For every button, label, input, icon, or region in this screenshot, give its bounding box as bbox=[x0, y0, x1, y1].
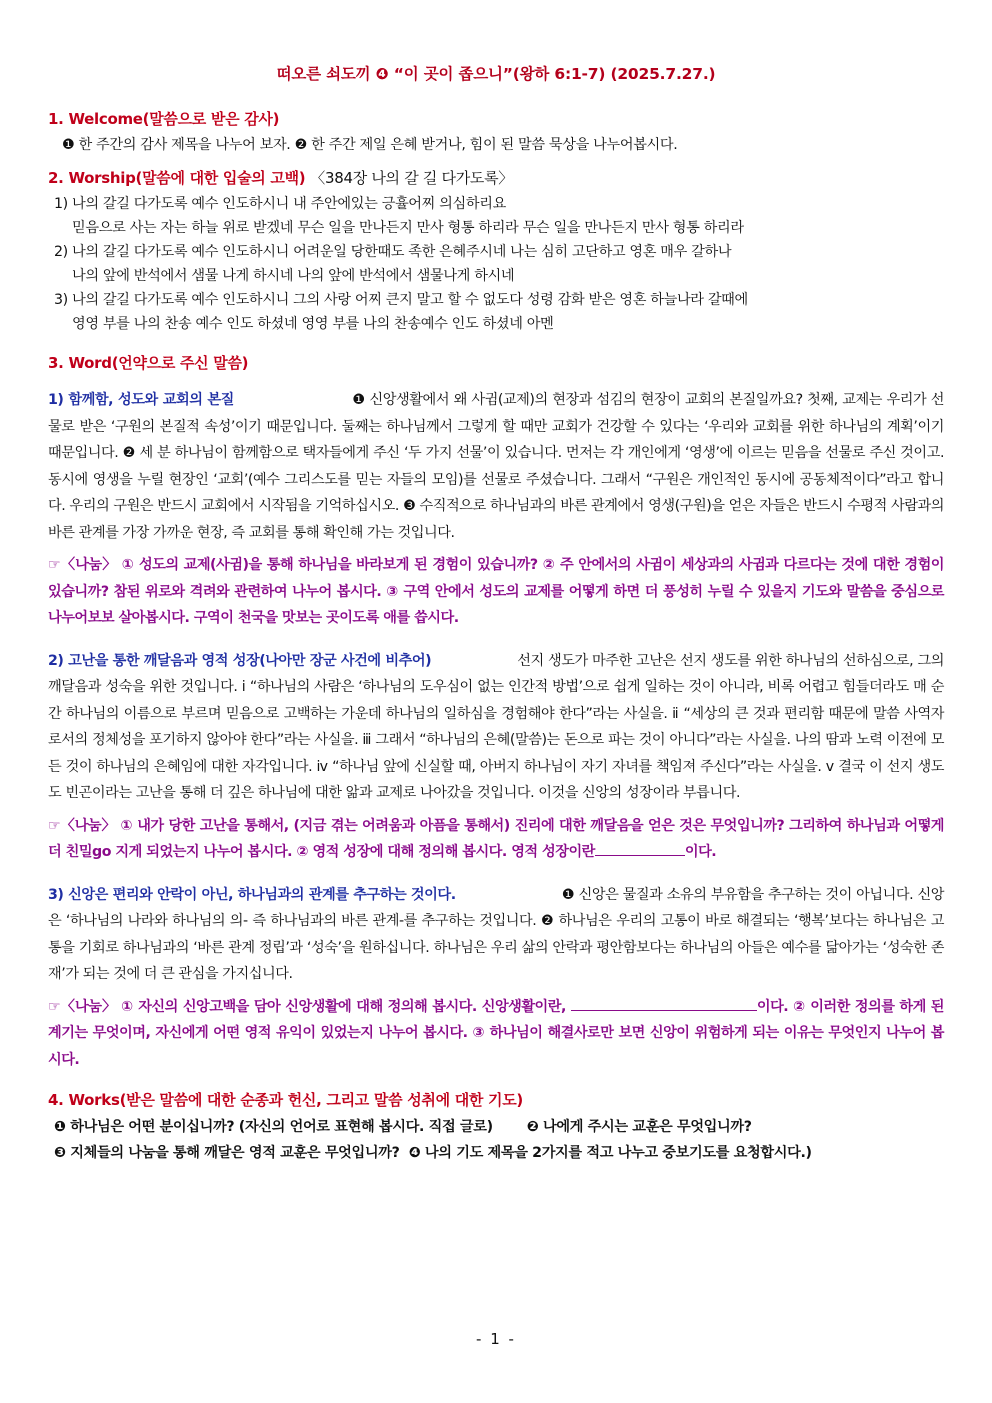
answer-blank[interactable] bbox=[595, 841, 685, 856]
hymn-line: 3) 나의 갈길 다가도록 예수 인도하시니 그의 사랑 어찌 큰지 말고 할 수 없도다 성령 감화 받은 영혼 하늘나라 갈때에 bbox=[54, 292, 748, 308]
part1-sharing: ☞〈나눔〉 ① 성도의 교제(사귐)을 통해 하나님을 바라보게 된 경험이 있습니까? ② 주 안에서의 사귐이 세상과의 사귐과 다르다는 것에 대한 경험이 있습니까? 참된 위로와 격려와 관련하여 나누어 봅시다. ③ 구역 안에서 성도의 교제를 어떻게 하면 더 풍성히 누릴 수 있을지 기도와 말씀을 중심으로 나누어보보 살아봅시다. 구역이 천국을 맛보는 곳이도록 애를 씁시다. bbox=[48, 557, 944, 626]
answer-blank[interactable] bbox=[571, 996, 757, 1011]
part3-sharing-text: ☞〈나눔〉 ① 자신의 신앙고백을 담아 신앙생활에 대해 정의해 봅시다. 신앙생활이란, bbox=[48, 998, 566, 1015]
works-questions-row2 bbox=[48, 1140, 944, 1166]
hymn-line: 나의 앞에 반석에서 샘물 나게 하시네 나의 앞에 반석에서 샘물나게 하시네 bbox=[72, 268, 515, 284]
works-question-1: ❶ 하나님은 어떤 분이십니까? (자신의 언어로 표현해 봅시다. 직접 글로) bbox=[54, 1119, 493, 1135]
part2-body: 선지 생도가 마주한 고난은 선지 생도를 위한 하나님의 선하심으로, 그의 깨달음과 성숙을 위한 것입니다. ⅰ “하나님의 사람은 ‘하나님의 도우심이 없는 인간적 방법’으로 쉽게 일하는 것이 아니라, 비록 어렵고 힘들더라도 매 순간 하나님의 이름으로 부르며 믿음으로 고백하는 가운데 하나님의 일하심을 경험해야 한다”라는 사실을. ⅱ “세상의 큰 것과 편리함 때문에 말씀 사역자로서의 정체성을 포기하지 않아야 한다”라는 사실을. ⅲ 그래서 “하나님의 은혜(말씀)는 돈으로 파는 것이 아니다”라는 사실을. 나의 땀과 노력 이전에 모든 것이 하나님의 은혜임에 대한 자각입니다. ⅳ “하나님 앞에 신실할 때, 아버지 하나님이 자기 자녀를 책임져 주신다”라는 사실을. ⅴ 결국 이 선지 생도도 빈곤이라는 고난을 통해 더 깊은 하나님에 대한 앎과 교제로 나아갔을 것입니다. 이것을 신앙의 성장이라 부릅니다. bbox=[48, 652, 944, 801]
welcome-body: ❶ 한 주간의 감사 제목을 나누어 보자. ❷ 한 주간 제일 은혜 받거나, 힘이 된 말씀 묵상을 나누어봅시다. bbox=[62, 137, 678, 153]
part2-sharing bbox=[48, 813, 944, 866]
document-title: 떠오른 쇠도끼 ❹ “이 곳이 좁으니”(왕하 6:1-7) (2025.7.27.) bbox=[276, 65, 716, 83]
hymn-line: 2) 나의 갈길 다가도록 예수 인도하시니 어려운일 당한때도 족한 은혜주시네 나는 심히 고단하고 영혼 매우 갈하나 bbox=[54, 244, 732, 260]
works-question-2: ❷ 나에게 주시는 교훈은 무엇입니까? bbox=[526, 1119, 752, 1135]
worship-heading-text: 2. Worship(말씀에 대한 입술의 고백) bbox=[48, 169, 306, 187]
word-part2 bbox=[48, 648, 944, 807]
part3-sharing bbox=[48, 994, 944, 1074]
part3-title: 3) 신앙은 편리와 안락이 아닌, 하나님과의 관계를 추구하는 것이다. bbox=[48, 886, 456, 903]
works-questions-row1 bbox=[48, 1114, 944, 1140]
part2-sharing-end: 이다. bbox=[684, 844, 717, 860]
section-heading-works: 4. Works(받은 말씀에 대한 순종과 헌신, 그리고 말씀 성취에 대한 기도) bbox=[48, 1091, 523, 1109]
section-heading-welcome: 1. Welcome(말씀으로 받은 감사) bbox=[48, 110, 280, 128]
part2-sharing-text: ☞〈나눔〉 ① 내가 당한 고난을 통해서, (지금 겪는 어려움과 아픔을 통해서) 진리에 대한 깨달음을 얻은 것은 무엇입니까? 그리하여 하나님과 어떻게 더 친밀go 지게 되었는지 나누어 봅시다. ② 영적 성장에 대해 정의해 봅시다. 영적 성장이란 bbox=[48, 817, 944, 860]
hymn-line: 영영 부를 나의 찬송 예수 인도 하셨네 영영 부를 나의 찬송예수 인도 하셨네 아멘 bbox=[72, 316, 554, 332]
hymn-line: 믿음으로 사는 자는 하늘 위로 받겠네 무슨 일을 만나든지 만사 형통 하리라 무슨 일을 만나든지 만사 형통 하리라 bbox=[72, 220, 744, 236]
part3-body: ❶ 신앙은 물질과 소유의 부유함을 추구하는 것이 아닙니다. 신앙은 ‘하나님의 나라와 하나님의 의- 즉 하나님과의 바른 관계-를 추구하는 것입니다. ❷ 하나님은 우리의 고통이 바로 해결되는 ‘행복’보다는 하나님은 고통을 기회로 하나님과의 ‘바른 관계 정립’과 ‘성숙’을 원하십니다. 하나님은 우리 삶의 안락과 평안함보다는 하나님의 아들은 예수를 닮아가는 ‘성숙한 존재’가 되는 것에 더 큰 관심을 가지십니다. bbox=[48, 886, 945, 982]
part2-title: 2) 고난을 통한 깨달음과 영적 성장(나아만 장군 사건에 비추어) bbox=[48, 652, 432, 669]
section-heading-word: 3. Word(언약으로 주신 말씀) bbox=[48, 354, 249, 372]
works-question-4: ❹ 나의 기도 제목을 2가지를 적고 나누고 중보기도를 요청합시다.) bbox=[408, 1145, 812, 1161]
hymn-title: 〈384장 나의 갈 길 다가도록〉 bbox=[310, 169, 513, 187]
works-question-3: ❸ 지체들의 나눔을 통해 깨달은 영적 교훈은 무엇입니까? bbox=[54, 1145, 400, 1161]
section-heading-worship bbox=[48, 167, 944, 188]
word-part1 bbox=[48, 387, 944, 546]
page-number: - 1 - bbox=[476, 1330, 516, 1348]
hymn-line: 1) 나의 갈길 다가도록 예수 인도하시니 내 주안에있는 긍휼어찌 의심하리요 bbox=[54, 196, 506, 212]
part1-title: 1) 함께함, 성도와 교회의 본질 bbox=[48, 392, 234, 408]
document-page bbox=[48, 62, 944, 1166]
part1-body: ❶ 신앙생활에서 왜 사귐(교제)의 현장과 섬김의 현장이 교회의 본질일까요? 첫째, 교제는 우리가 선물로 받은 ‘구원의 본질적 속성’이기 때문입니다. 둘째는 하나님께서 그렇게 할 때만 교회가 건강할 수 있다는 ‘우리와 교회를 위한 하나님의 계획’이기 때문입니다. ❷ 세 분 하나님이 함께함으로 택자들에게 주신 ‘두 가지 선물’이 있습니다. 먼저는 각 개인에게 ‘영생’에 이르는 믿음을 선물로 주신 것이고. 동시에 영생을 누릴 현장인 ‘교회’(예수 그리스도를 믿는 자들의 모임)를 선물로 주셨습니다. 그래서 “구원은 개인적인 동시에 공동체적이다”라고 합니다. 우리의 구원은 반드시 교회에서 시작됨을 기억하십시오. ❸ 수직적으로 하나님과의 바른 관계에서 영생(구원)을 얻은 자들은 반드시 수평적 사람과의 바른 관계를 가장 가까운 현장, 즉 교회를 통해 확인해 가는 것입니다. bbox=[48, 392, 944, 541]
word-part3 bbox=[48, 882, 944, 988]
part3-sharing-end: 이다. ② 이러한 정의를 하게 된 계기는 무엇이며, 자신에게 어떤 영적 유익이 있었는지 나누어 봅시다. ③ 하나님이 해결사로만 보면 신앙이 위험하게 되는 이유는 무엇인지 나누어 봅시다. bbox=[48, 998, 944, 1068]
